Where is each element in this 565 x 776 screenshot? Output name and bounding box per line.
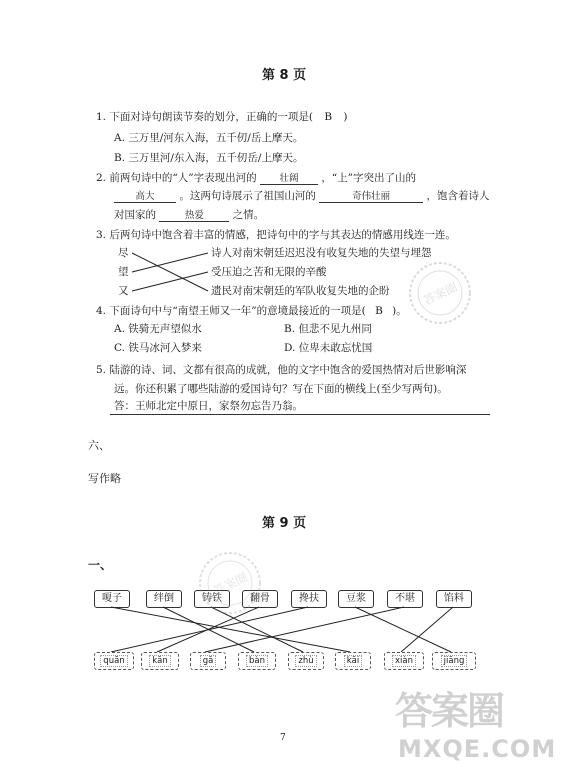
pinyin-box-7: xiàn — [384, 652, 424, 670]
q3-right-3: 遗民对南宋朝廷的军队收复失地的企盼 — [211, 285, 390, 297]
word-box-2: 绊倒 — [146, 590, 182, 608]
q3-right-2: 受压迫之苦和无限的辛酸 — [211, 266, 327, 278]
word-box-3: 铸铁 — [194, 590, 230, 608]
q2-blank-4: 热爱 — [159, 208, 229, 222]
q5-answer: 答：王师北定中原日，家祭勿忘告乃翁。 — [114, 400, 303, 412]
svg-text:答案圈: 答案圈 — [421, 279, 460, 308]
word-box-7: 不堪 — [387, 590, 423, 608]
section-six: 六、 — [88, 439, 110, 452]
page-number: 7 — [280, 733, 286, 743]
pinyin-box-2: kān — [141, 652, 179, 670]
writing-note: 写作略 — [88, 472, 121, 485]
word-box-5: 搀扶 — [291, 590, 327, 608]
url-watermark: MXQE.COM — [398, 735, 557, 763]
q5-text-2: 远。你还积累了哪些陆游的爱国诗句？写在下面的横线上(至少写两句)。 — [114, 383, 448, 395]
q1-text: 下面对诗句朗读节奏的划分，正确的一项是( — [109, 111, 313, 123]
stamp-watermark-icon-2 — [195, 548, 265, 618]
q5-number: 5. — [96, 364, 107, 376]
pinyin-box-6: kāi — [335, 652, 371, 670]
q1-option-a: A. 三万里/河东入海，五千仞/岳上摩天。 — [114, 132, 304, 144]
match-line-8 — [401, 607, 453, 652]
q1-number: 1. — [96, 111, 107, 123]
q2-text-b: ，“上”字突出了山的 — [321, 172, 417, 184]
stamp-watermark-icon — [405, 258, 475, 328]
match-line-6 — [355, 607, 451, 652]
q3-left-word-2: 望 — [118, 266, 129, 278]
word-box-1: 嗄子 — [94, 590, 130, 608]
q2-text-a: 前两句诗中的“人”字表现出河的 — [109, 172, 257, 184]
word-box-4: 翻骨 — [242, 590, 278, 608]
q3-text: 后两句诗中饱含着丰富的情感，把诗句中的字与其表达的情感用线连一连。 — [109, 229, 456, 241]
q1-option-b: B. 三万里河/东入海，五千仞岳/上摩天。 — [114, 152, 304, 164]
q3-left-word-1: 尽 — [118, 247, 129, 259]
pinyin-box-3: gā — [190, 652, 226, 670]
page9-section-one: 一、 — [88, 558, 113, 572]
q4-answer: B — [375, 305, 383, 317]
svg-text:答案圈: 答案圈 — [211, 569, 250, 598]
pinyin-box-1: quān — [94, 652, 134, 670]
q2-number: 2. — [96, 172, 107, 184]
pinyin-box-8: jiāng — [432, 652, 476, 670]
page9-title: 第 9 页 — [262, 516, 307, 531]
logo-watermark: 答案圈 — [395, 689, 504, 733]
page8-title: 第 8 页 — [262, 68, 307, 83]
q2-text-f: 之情。 — [232, 209, 265, 221]
q1-answer: B — [324, 111, 333, 123]
q2-text-d: ，饱含着诗人 — [426, 190, 490, 202]
q4-option-c: C. 铁马冰河入梦来 — [114, 342, 202, 354]
q1-text-end: ) — [343, 111, 348, 123]
q2-text-e: 对国家的 — [114, 209, 156, 221]
q3-left-word-3: 又 — [118, 285, 129, 297]
q2-blank-1: 壮阔 — [260, 171, 318, 185]
pinyin-box-4: bàn — [238, 652, 276, 670]
q4-option-b: B. 但悲不见九州同 — [284, 323, 372, 335]
q2-blank-3: 奇伟壮丽 — [319, 189, 423, 203]
q2-blank-2: 高大 — [114, 189, 176, 203]
q4-text-end: )。 — [392, 305, 407, 317]
q3-number: 3. — [96, 229, 107, 241]
q3-right-1: 诗人对南宋朝廷迟迟没有收复失地的失望与埋怨 — [211, 247, 432, 259]
word-box-6: 豆浆 — [338, 590, 374, 608]
q5-text-1: 陆游的诗、词、文都有很高的成就，他的文字中饱含的爱国热情对后世影响深 — [109, 364, 467, 376]
pinyin-box-5: zhù — [288, 652, 324, 670]
q4-option-a: A. 铁骑无声望似水 — [114, 323, 202, 335]
word-box-8: 馅料 — [436, 590, 472, 608]
q2-text-c: 。这两句诗展示了祖国山河的 — [179, 190, 316, 202]
q4-text: 下面诗句中与“南望王师又一年”的意境最接近的一项是( — [109, 305, 366, 317]
q4-number: 4. — [96, 305, 107, 317]
q4-option-d: D. 位卑未敢忘忧国 — [284, 342, 373, 354]
